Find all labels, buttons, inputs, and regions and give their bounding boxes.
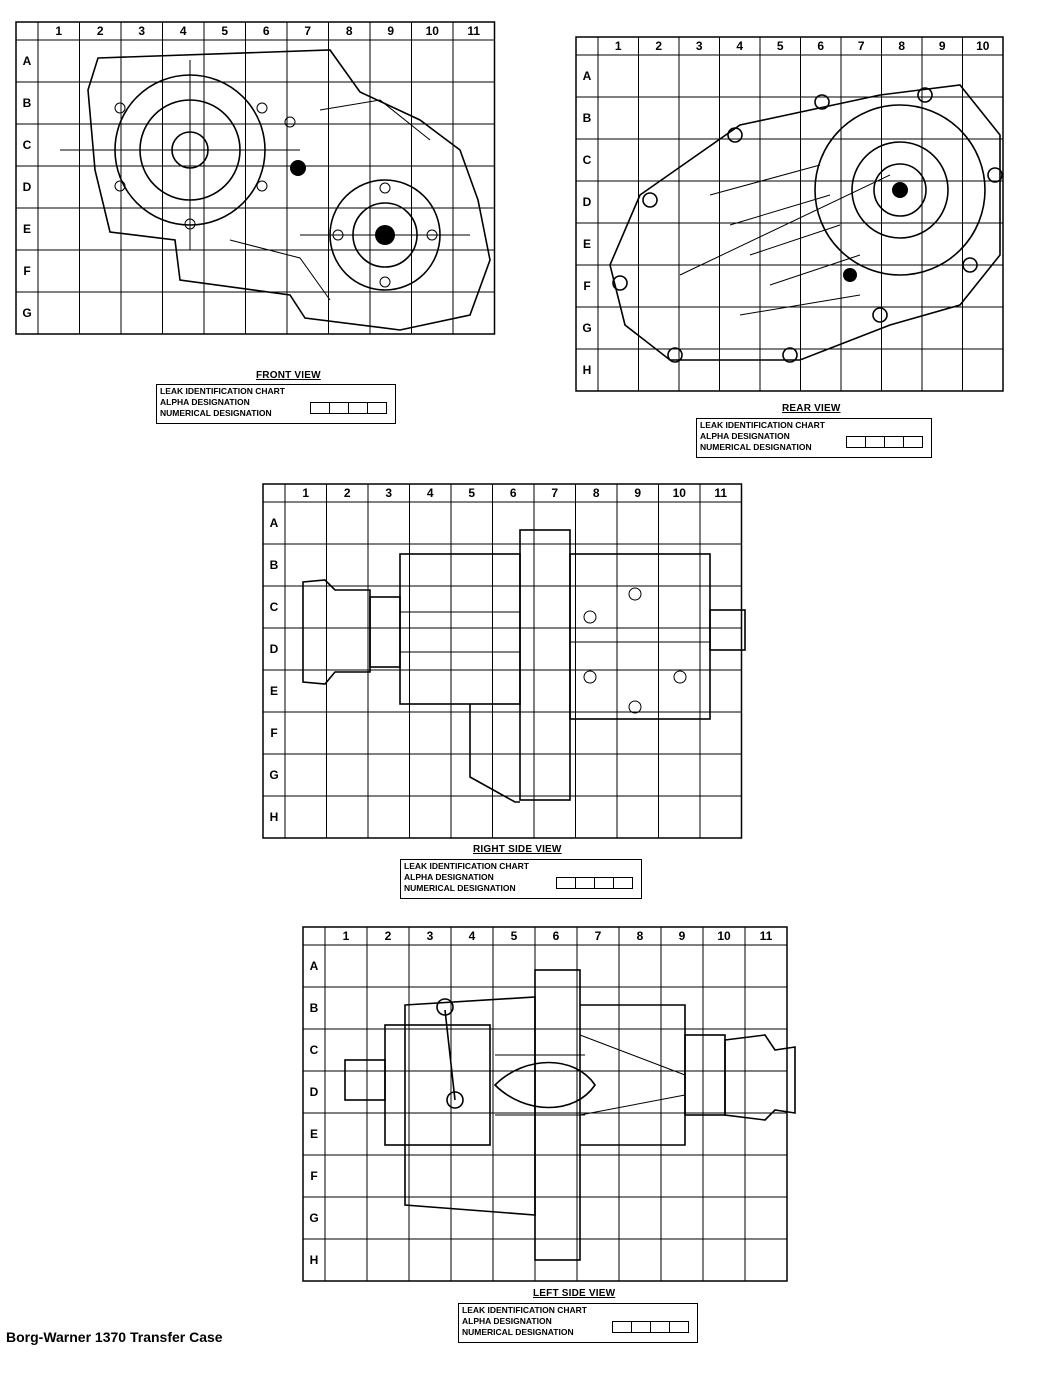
grid-row-label: C <box>582 153 592 167</box>
grid-column-label: 5 <box>221 24 229 38</box>
chart-entry-boxes <box>612 1321 689 1333</box>
grid-row-label: F <box>310 1169 318 1183</box>
chart-alpha-label: ALPHA DESIGNATION <box>462 1316 552 1326</box>
grid-row-label: G <box>309 1211 319 1225</box>
grid-row-label: B <box>309 1001 319 1015</box>
grid-column-label: 8 <box>592 486 600 500</box>
grid-column-label: 10 <box>976 39 990 53</box>
grid-column-label: 10 <box>717 929 731 943</box>
grid-column-label: 10 <box>672 486 686 500</box>
left-side-view-panel <box>295 915 815 1345</box>
grid-row-label: A <box>582 69 592 83</box>
grid-column-label: 11 <box>467 24 481 38</box>
chart-entry-boxes <box>846 436 923 448</box>
grid-column-label: 4 <box>426 486 434 500</box>
grid-row-label: B <box>22 96 32 110</box>
chart-heading: LEAK IDENTIFICATION CHART <box>404 861 529 871</box>
front-view-transfer-case-drawing <box>0 0 540 360</box>
chart-numerical-label: NUMERICAL DESIGNATION <box>700 442 812 452</box>
chart-alpha-label: ALPHA DESIGNATION <box>700 431 790 441</box>
grid-column-label: 7 <box>594 929 602 943</box>
grid-row-label: H <box>582 363 592 377</box>
grid-row-label: G <box>582 321 592 335</box>
grid-row-label: G <box>22 306 32 320</box>
grid-row-label: E <box>269 684 278 698</box>
rear-view-panel <box>560 25 1040 465</box>
grid-column-label: 9 <box>387 24 395 38</box>
rear-view-transfer-case-drawing <box>560 25 1030 405</box>
grid-row-label: H <box>269 810 279 824</box>
chart-alpha-label: ALPHA DESIGNATION <box>160 397 250 407</box>
grid-column-label: 6 <box>552 929 560 943</box>
grid-column-label: 9 <box>938 39 946 53</box>
chart-entry-boxes <box>556 877 633 889</box>
grid-row-label: B <box>269 558 279 572</box>
grid-column-label: 6 <box>817 39 825 53</box>
right-leak-identification-chart <box>400 859 642 899</box>
document-title: Borg-Warner 1370 Transfer Case <box>6 1329 223 1345</box>
grid-column-label: 2 <box>343 486 351 500</box>
rear-view-title: REAR VIEW <box>782 403 841 414</box>
grid-column-label: 9 <box>634 486 642 500</box>
grid-row-label: A <box>309 959 319 973</box>
right-side-view-title: RIGHT SIDE VIEW <box>473 844 562 855</box>
grid-column-label: 5 <box>510 929 518 943</box>
grid-column-label: 4 <box>468 929 476 943</box>
chart-entry-boxes <box>310 402 387 414</box>
grid-row-label: C <box>309 1043 319 1057</box>
grid-column-label: 3 <box>385 486 393 500</box>
grid-column-label: 3 <box>426 929 434 943</box>
grid-column-label: 7 <box>857 39 865 53</box>
right-side-view-panel <box>255 472 775 902</box>
grid-column-label: 7 <box>304 24 312 38</box>
chart-numerical-label: NUMERICAL DESIGNATION <box>404 883 516 893</box>
grid-column-label: 3 <box>695 39 703 53</box>
front-leak-identification-chart <box>156 384 396 424</box>
grid-column-label: 8 <box>636 929 644 943</box>
grid-row-label: F <box>270 726 278 740</box>
grid-column-label: 9 <box>678 929 686 943</box>
grid-column-label: 3 <box>138 24 146 38</box>
grid-row-label: B <box>582 111 592 125</box>
grid-column-label: 11 <box>759 929 773 943</box>
grid-column-label: 2 <box>655 39 663 53</box>
grid-row-label: D <box>309 1085 319 1099</box>
grid-column-label: 2 <box>384 929 392 943</box>
left-side-view-transfer-case-drawing <box>295 915 815 1285</box>
rear-leak-identification-chart <box>696 418 932 458</box>
grid-column-label: 4 <box>179 24 187 38</box>
right-side-view-transfer-case-drawing <box>255 472 775 832</box>
grid-column-label: 2 <box>96 24 104 38</box>
grid-column-label: 1 <box>342 929 350 943</box>
front-view-panel <box>0 0 540 430</box>
grid-column-label: 1 <box>55 24 63 38</box>
grid-row-label: H <box>309 1253 319 1267</box>
grid-row-label: E <box>309 1127 318 1141</box>
grid-row-label: E <box>582 237 591 251</box>
grid-column-label: 11 <box>714 486 728 500</box>
grid-column-label: 8 <box>898 39 906 53</box>
chart-heading: LEAK IDENTIFICATION CHART <box>700 420 825 430</box>
chart-alpha-label: ALPHA DESIGNATION <box>404 872 494 882</box>
grid-column-label: 6 <box>262 24 270 38</box>
grid-row-label: E <box>22 222 31 236</box>
grid-row-label: A <box>22 54 32 68</box>
grid-row-label: F <box>23 264 31 278</box>
grid-column-label: 5 <box>468 486 476 500</box>
grid-column-label: 6 <box>509 486 517 500</box>
grid-column-label: 10 <box>425 24 439 38</box>
chart-heading: LEAK IDENTIFICATION CHART <box>462 1305 587 1315</box>
grid-row-label: A <box>269 516 279 530</box>
grid-row-label: D <box>269 642 279 656</box>
front-view-title: FRONT VIEW <box>256 370 321 381</box>
grid-row-label: F <box>583 279 591 293</box>
grid-row-label: C <box>269 600 279 614</box>
chart-numerical-label: NUMERICAL DESIGNATION <box>462 1327 574 1337</box>
grid-column-label: 4 <box>736 39 744 53</box>
grid-column-label: 1 <box>302 486 310 500</box>
grid-row-label: D <box>582 195 592 209</box>
grid-column-label: 5 <box>776 39 784 53</box>
grid-column-label: 7 <box>551 486 559 500</box>
grid-row-label: G <box>269 768 279 782</box>
left-leak-identification-chart <box>458 1303 698 1343</box>
grid-column-label: 8 <box>345 24 353 38</box>
chart-numerical-label: NUMERICAL DESIGNATION <box>160 408 272 418</box>
grid-row-label: D <box>22 180 32 194</box>
chart-heading: LEAK IDENTIFICATION CHART <box>160 386 285 396</box>
grid-row-label: C <box>22 138 32 152</box>
grid-column-label: 1 <box>614 39 622 53</box>
left-side-view-title: LEFT SIDE VIEW <box>533 1288 616 1299</box>
